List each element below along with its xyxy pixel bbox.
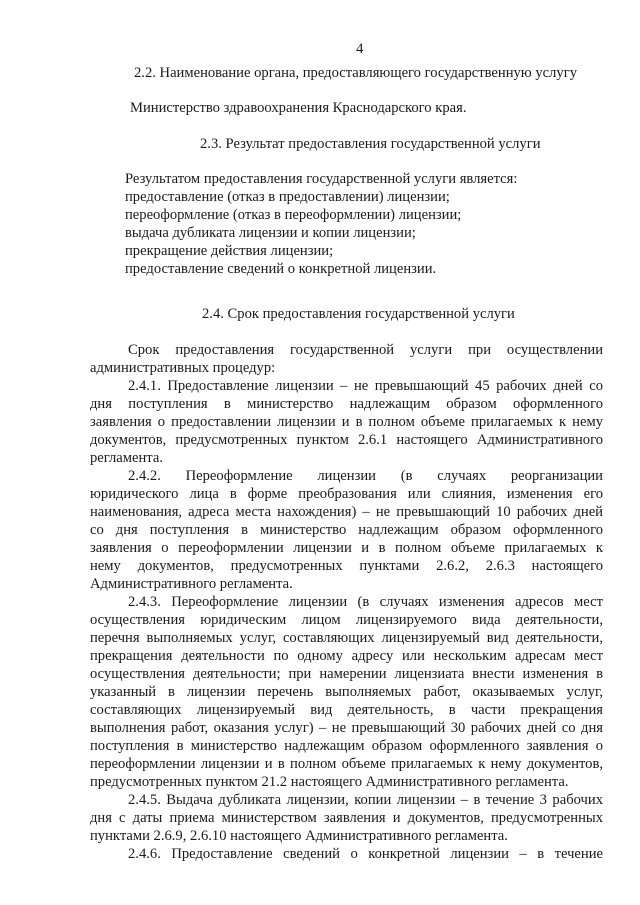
text-line: дня с даты приема министерством заявления и документов, предусмотренных (90, 810, 603, 826)
result-item: предоставление (отказ в предоставлении) лицензии; (125, 189, 450, 205)
text-line: указанный в лицензии перечень выполняемых работ, оказываемых услуг, (90, 684, 603, 700)
text-line: Административного регламента. (90, 576, 293, 592)
text-line: со дня поступления в министерство надлежащим образом оформленного (90, 522, 603, 538)
section-2-2-body: Министерство здравоохранения Краснодарского края. (130, 100, 467, 116)
result-item: переоформление (отказ в переоформлении) лицензии; (125, 207, 462, 223)
text-line: 2.4.1. Предоставление лицензии – не превышающий 45 рабочих дней со (128, 378, 603, 394)
text-line: поступления в министерство надлежащим образом оформленного заявления о (90, 738, 603, 754)
text-line: прекращения деятельности по одному адресу или нескольким адресам мест (90, 648, 603, 664)
section-2-2-heading: 2.2. Наименование органа, предоставляющего государственную услугу (134, 65, 577, 81)
section-2-4-heading: 2.4. Срок предоставления государственной услуги (202, 306, 515, 322)
text-line: дня поступления в министерство надлежащим образом оформленного (90, 396, 603, 412)
text-line: переоформлении лицензии и в полном объеме прилагаемых к нему документов, (90, 756, 603, 772)
text-line: наименования, адреса места нахождения) – не превышающий 10 рабочих дней (90, 504, 603, 520)
text-line: юридического лица в форме преобразования или слияния, изменения его (90, 486, 603, 502)
text-line: 2.4.2. Переоформление лицензии (в случаях реорганизации (128, 468, 603, 484)
text-line: осуществления деятельности; при намерении лицензиата внести изменения в (90, 666, 603, 682)
text-line: документов, предусмотренных пунктом 2.6.1 настоящего Административного (90, 432, 603, 448)
text-line: 2.4.5. Выдача дубликата лицензии, копии лицензии – в течение 3 рабочих (128, 792, 603, 808)
text-line: заявления о предоставлении лицензии и в полном объеме прилагаемых к нему (90, 414, 603, 430)
page-number: 4 (356, 41, 364, 57)
text-line: составляющих лицензируемый вид деятельность, в части прекращения (90, 702, 603, 718)
text-line: нему документов, предусмотренных пунктами 2.6.2, 2.6.3 настоящего (90, 558, 603, 574)
text-line: пунктами 2.6.9, 2.6.10 настоящего Административного регламента. (90, 828, 508, 844)
result-item: предоставление сведений о конкретной лицензии. (125, 261, 437, 277)
text-line: 2.4.6. Предоставление сведений о конкретной лицензии – в течение (128, 846, 603, 862)
text-line: Срок предоставления государственной услуги при осуществлении (128, 342, 603, 358)
text-line: регламента. (90, 450, 163, 466)
result-item: прекращение действия лицензии; (125, 243, 334, 259)
text-line: заявления о переоформлении лицензии и в полном объеме прилагаемых к (90, 540, 603, 556)
section-2-3-intro: Результатом предоставления государственной услуги является: (125, 171, 518, 187)
text-line: выполнения работ, оказания услуг) – не превышающий 30 рабочих дней со дня (90, 720, 603, 736)
result-item: выдача дубликата лицензии и копии лицензии; (125, 225, 416, 241)
text-line: перечня выполняемых услуг, составляющих лицензируемый вид деятельности, (90, 630, 603, 646)
text-line: осуществления юридическим лицом лицензируемого вида деятельности, (90, 612, 603, 628)
text-line: 2.4.3. Переоформление лицензии (в случаях изменения адресов мест (128, 594, 603, 610)
text-line: административных процедур: (90, 360, 276, 376)
text-line: предусмотренных пунктом 21.2 настоящего Административного регламента. (90, 774, 569, 790)
section-2-3-heading: 2.3. Результат предоставления государственной услуги (200, 136, 541, 152)
